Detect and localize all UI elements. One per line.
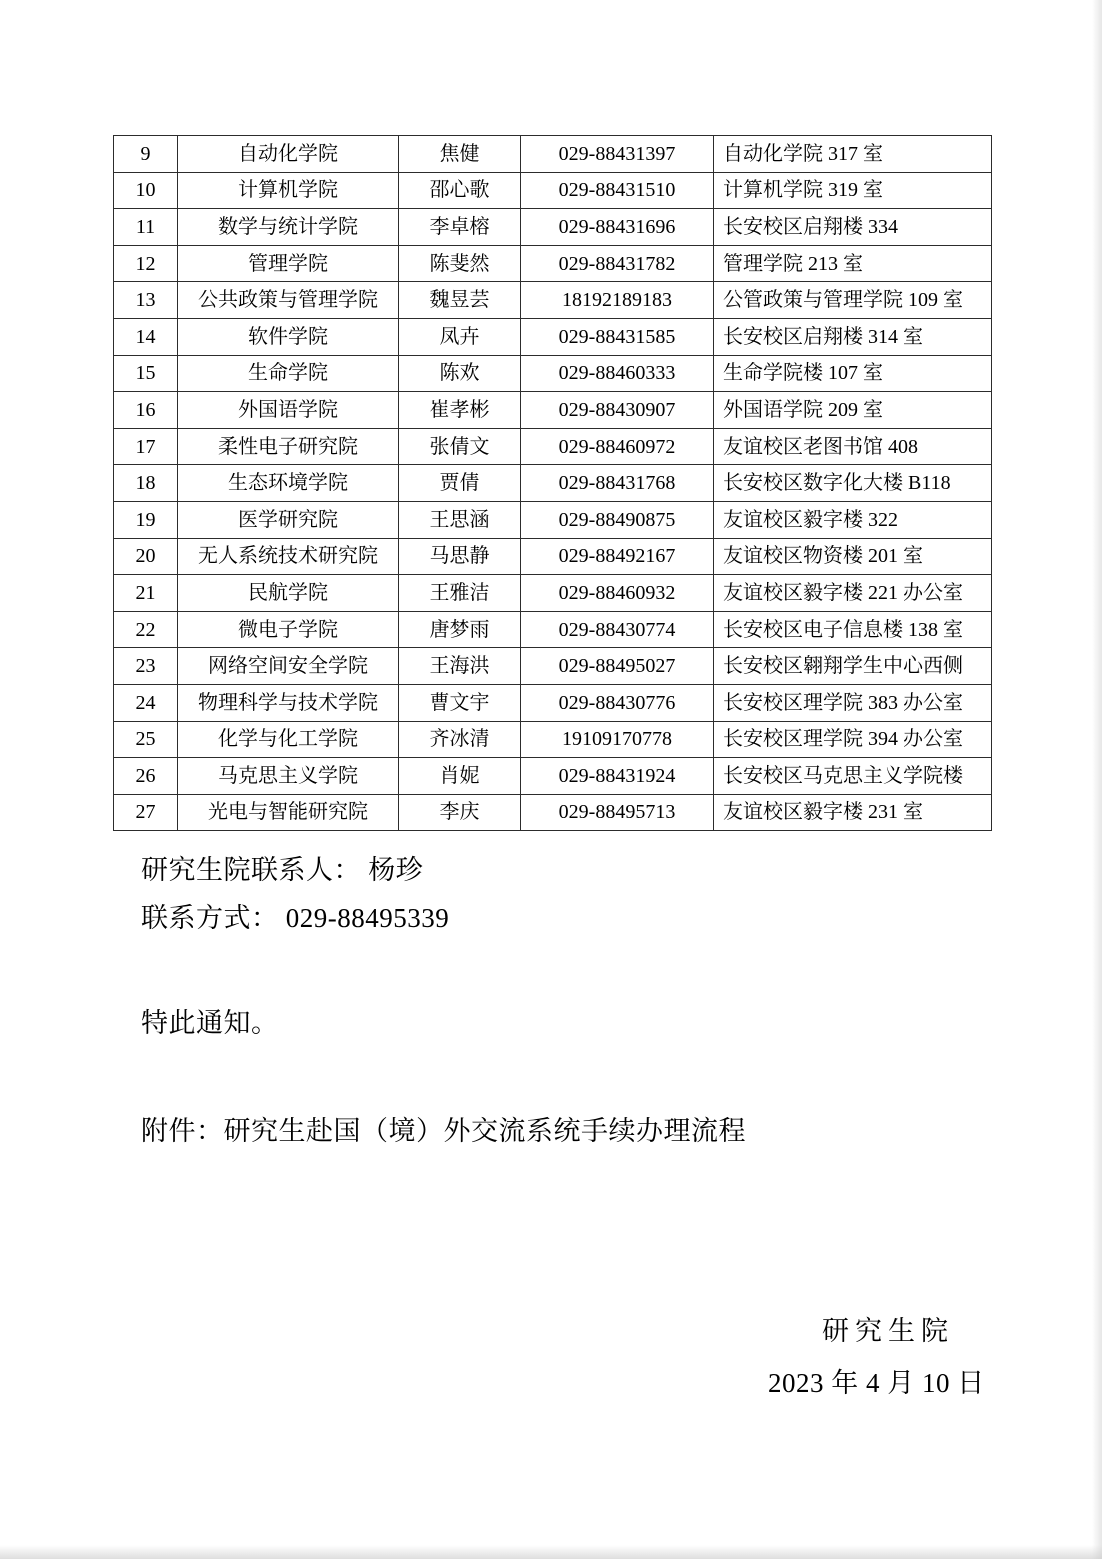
cell-office-location: 计算机学院 319 室 [714, 172, 992, 209]
table-row [114, 684, 992, 721]
cell-contact-name: 贾倩 [399, 465, 521, 502]
cell-row-number: 11 [114, 209, 178, 246]
cell-phone-number: 029-88460333 [521, 355, 714, 392]
cell-office-location: 友谊校区毅字楼 221 办公室 [714, 575, 992, 612]
cell-contact-name: 崔孝彬 [399, 392, 521, 429]
table-row [114, 282, 992, 319]
cell-college-name: 网络空间安全学院 [178, 648, 399, 685]
cell-row-number: 24 [114, 684, 178, 721]
cell-row-number: 26 [114, 758, 178, 795]
cell-office-location: 长安校区理学院 383 办公室 [714, 684, 992, 721]
contacts-table [113, 135, 992, 831]
table-row [114, 538, 992, 575]
cell-contact-name: 张倩文 [399, 428, 521, 465]
cell-contact-name: 凤卉 [399, 318, 521, 355]
cell-contact-name: 魏昱芸 [399, 282, 521, 319]
cell-office-location: 长安校区电子信息楼 138 室 [714, 611, 992, 648]
cell-contact-name: 陈欢 [399, 355, 521, 392]
cell-contact-name: 邵心歌 [399, 172, 521, 209]
cell-college-name: 马克思主义学院 [178, 758, 399, 795]
table-row [114, 172, 992, 209]
cell-college-name: 自动化学院 [178, 136, 399, 173]
cell-row-number: 10 [114, 172, 178, 209]
cell-contact-name: 唐梦雨 [399, 611, 521, 648]
cell-office-location: 长安校区马克思主义学院楼 [714, 758, 992, 795]
table-row [114, 501, 992, 538]
table-row [114, 611, 992, 648]
cell-college-name: 软件学院 [178, 318, 399, 355]
cell-office-location: 友谊校区毅字楼 231 室 [714, 794, 992, 831]
cell-college-name: 无人系统技术研究院 [178, 538, 399, 575]
cell-office-location: 自动化学院 317 室 [714, 136, 992, 173]
cell-office-location: 长安校区理学院 394 办公室 [714, 721, 992, 758]
table-row [114, 465, 992, 502]
signature-date: 2023 年 4 月 10 日 [768, 1368, 985, 1398]
cell-phone-number: 029-88430776 [521, 684, 714, 721]
cell-row-number: 15 [114, 355, 178, 392]
cell-phone-number: 029-88431510 [521, 172, 714, 209]
cell-phone-number: 029-88495027 [521, 648, 714, 685]
cell-office-location: 长安校区启翔楼 314 室 [714, 318, 992, 355]
cell-office-location: 长安校区翱翔学生中心西侧 [714, 648, 992, 685]
signature-organization: 研究生院 [822, 1316, 954, 1346]
table-row [114, 721, 992, 758]
table-row [114, 355, 992, 392]
cell-phone-number: 029-88495713 [521, 794, 714, 831]
cell-office-location: 友谊校区毅字楼 322 [714, 501, 992, 538]
table-row [114, 758, 992, 795]
cell-college-name: 化学与化工学院 [178, 721, 399, 758]
cell-row-number: 21 [114, 575, 178, 612]
cell-row-number: 23 [114, 648, 178, 685]
cell-college-name: 计算机学院 [178, 172, 399, 209]
cell-phone-number: 029-88431696 [521, 209, 714, 246]
cell-row-number: 14 [114, 318, 178, 355]
cell-college-name: 生命学院 [178, 355, 399, 392]
cell-row-number: 13 [114, 282, 178, 319]
cell-college-name: 外国语学院 [178, 392, 399, 429]
cell-contact-name: 李庆 [399, 794, 521, 831]
cell-contact-name: 陈斐然 [399, 245, 521, 282]
cell-phone-number: 029-88460972 [521, 428, 714, 465]
cell-row-number: 25 [114, 721, 178, 758]
table-row [114, 575, 992, 612]
attachment-line: 附件：研究生赴国（境）外交流系统手续办理流程 [141, 1116, 746, 1146]
cell-college-name: 数学与统计学院 [178, 209, 399, 246]
cell-phone-number: 19109170778 [521, 721, 714, 758]
cell-office-location: 生命学院楼 107 室 [714, 355, 992, 392]
cell-contact-name: 李卓榕 [399, 209, 521, 246]
cell-contact-name: 曹文宇 [399, 684, 521, 721]
cell-college-name: 公共政策与管理学院 [178, 282, 399, 319]
cell-college-name: 物理科学与技术学院 [178, 684, 399, 721]
cell-row-number: 20 [114, 538, 178, 575]
table-row [114, 794, 992, 831]
cell-office-location: 友谊校区物资楼 201 室 [714, 538, 992, 575]
cell-college-name: 柔性电子研究院 [178, 428, 399, 465]
contacts-table-body [114, 136, 992, 831]
cell-contact-name: 王海洪 [399, 648, 521, 685]
cell-row-number: 18 [114, 465, 178, 502]
cell-contact-name: 王思涵 [399, 501, 521, 538]
table-row [114, 318, 992, 355]
page-edge-right [1092, 0, 1102, 1559]
table-row [114, 209, 992, 246]
cell-phone-number: 029-88490875 [521, 501, 714, 538]
cell-phone-number: 029-88492167 [521, 538, 714, 575]
cell-office-location: 长安校区启翔楼 334 [714, 209, 992, 246]
cell-college-name: 医学研究院 [178, 501, 399, 538]
cell-college-name: 生态环境学院 [178, 465, 399, 502]
cell-office-location: 长安校区数字化大楼 B118 [714, 465, 992, 502]
table-row [114, 136, 992, 173]
cell-phone-number: 029-88431585 [521, 318, 714, 355]
cell-phone-number: 029-88430907 [521, 392, 714, 429]
cell-phone-number: 029-88431924 [521, 758, 714, 795]
cell-row-number: 17 [114, 428, 178, 465]
table-row [114, 245, 992, 282]
grad-school-contact-phone-line: 联系方式： 029-88495339 [141, 903, 450, 933]
cell-college-name: 微电子学院 [178, 611, 399, 648]
cell-contact-name: 焦健 [399, 136, 521, 173]
cell-row-number: 9 [114, 136, 178, 173]
cell-office-location: 管理学院 213 室 [714, 245, 992, 282]
table-row [114, 392, 992, 429]
cell-phone-number: 029-88460932 [521, 575, 714, 612]
cell-row-number: 16 [114, 392, 178, 429]
cell-college-name: 光电与智能研究院 [178, 794, 399, 831]
cell-office-location: 公管政策与管理学院 109 室 [714, 282, 992, 319]
cell-phone-number: 18192189183 [521, 282, 714, 319]
cell-contact-name: 齐冰清 [399, 721, 521, 758]
table-row [114, 648, 992, 685]
cell-row-number: 22 [114, 611, 178, 648]
cell-phone-number: 029-88430774 [521, 611, 714, 648]
table-row [114, 428, 992, 465]
cell-office-location: 友谊校区老图书馆 408 [714, 428, 992, 465]
cell-office-location: 外国语学院 209 室 [714, 392, 992, 429]
cell-contact-name: 马思静 [399, 538, 521, 575]
cell-row-number: 12 [114, 245, 178, 282]
cell-college-name: 民航学院 [178, 575, 399, 612]
cell-phone-number: 029-88431768 [521, 465, 714, 502]
notice-line: 特此通知。 [141, 1008, 279, 1038]
cell-phone-number: 029-88431397 [521, 136, 714, 173]
cell-contact-name: 肖妮 [399, 758, 521, 795]
page-edge-bottom [0, 1545, 1102, 1559]
cell-phone-number: 029-88431782 [521, 245, 714, 282]
cell-row-number: 27 [114, 794, 178, 831]
grad-school-contact-person-line: 研究生院联系人： 杨珍 [141, 855, 424, 885]
cell-row-number: 19 [114, 501, 178, 538]
cell-contact-name: 王雅洁 [399, 575, 521, 612]
cell-college-name: 管理学院 [178, 245, 399, 282]
